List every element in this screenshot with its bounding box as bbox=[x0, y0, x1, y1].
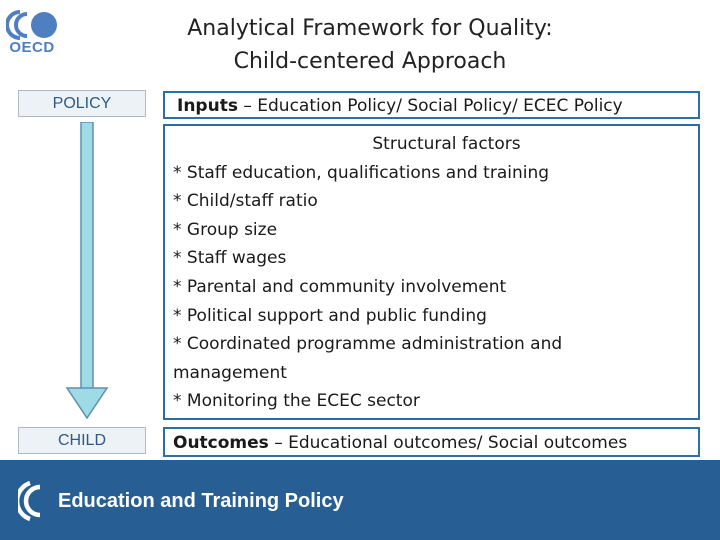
structural-item: * Parental and community involvement bbox=[173, 276, 507, 297]
title-line-1: Analytical Framework for Quality: bbox=[187, 16, 553, 41]
structural-item: management bbox=[173, 362, 287, 383]
outcomes-term: Outcomes bbox=[173, 433, 269, 453]
structural-item: * Staff wages bbox=[173, 248, 287, 269]
oecd-logo-text: OECD bbox=[9, 39, 55, 56]
structural-item: * Group size bbox=[173, 219, 278, 240]
title-line-2: Child-centered Approach bbox=[233, 49, 507, 74]
structural-heading: Structural factors bbox=[372, 134, 521, 154]
structural-item: * Staff education, qualifications and training bbox=[173, 162, 550, 183]
structural-item: * Coordinated programme administration and bbox=[173, 334, 563, 355]
child-label: CHILD bbox=[18, 427, 146, 454]
inputs-box bbox=[163, 91, 700, 119]
structural-item: * Political support and public funding bbox=[173, 305, 487, 326]
outcomes-text: Educational outcomes/ Social outcomes bbox=[288, 433, 628, 453]
oecd-mark-icon bbox=[18, 480, 46, 522]
structural-factors-box bbox=[163, 124, 700, 420]
structural-item: * Monitoring the ECEC sector bbox=[173, 391, 420, 412]
oecd-logo-icon bbox=[6, 8, 58, 40]
outcomes-box bbox=[163, 427, 700, 457]
outcomes-separator: – bbox=[268, 433, 289, 453]
down-arrow-icon bbox=[62, 122, 112, 422]
oecd-logo bbox=[6, 8, 58, 54]
inputs-separator: – bbox=[237, 96, 258, 116]
footer-banner bbox=[0, 460, 720, 540]
slide-title bbox=[160, 12, 580, 78]
policy-label: POLICY bbox=[18, 90, 146, 117]
structural-item: * Child/staff ratio bbox=[173, 191, 318, 212]
footer-title: Education and Training Policy bbox=[58, 490, 344, 512]
inputs-term: Inputs bbox=[177, 96, 238, 116]
inputs-text: Education Policy/ Social Policy/ ECEC Policy bbox=[257, 96, 623, 116]
